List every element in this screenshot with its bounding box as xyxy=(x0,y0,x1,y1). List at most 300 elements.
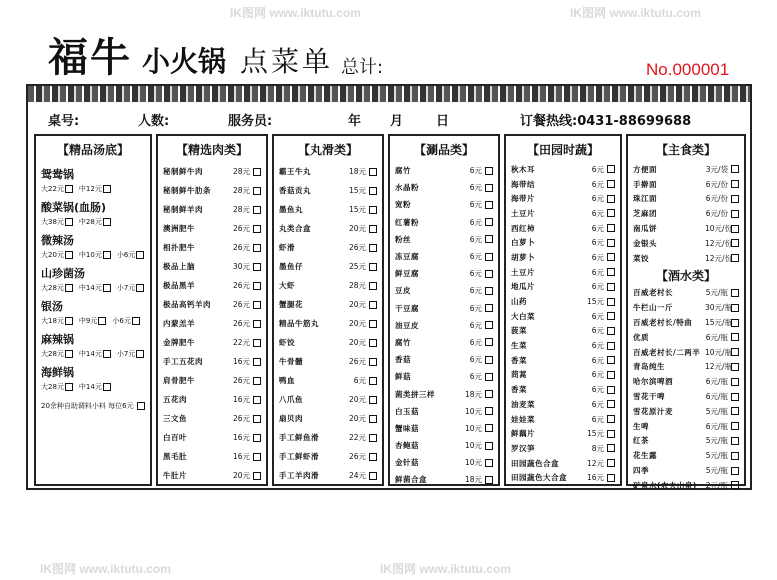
item-name: 珠江面 xyxy=(633,194,657,204)
item-checkbox[interactable] xyxy=(485,476,493,484)
item-checkbox[interactable] xyxy=(607,430,615,438)
item-checkbox[interactable] xyxy=(485,201,493,209)
menu-item xyxy=(395,282,493,299)
size-checkbox[interactable] xyxy=(65,251,73,259)
item-checkbox[interactable] xyxy=(485,338,493,346)
size-label: 中9元 xyxy=(78,317,98,325)
year-field[interactable]: 年 xyxy=(348,113,362,129)
item-checkbox[interactable] xyxy=(253,453,261,461)
item-price: 26元 xyxy=(232,319,250,328)
menu-item xyxy=(633,192,739,207)
item-checkbox[interactable] xyxy=(731,195,739,203)
item-checkbox[interactable] xyxy=(253,358,261,366)
menu-item xyxy=(279,428,377,447)
item-checkbox[interactable] xyxy=(731,165,739,173)
table-number-field[interactable]: 桌号: xyxy=(48,113,80,129)
menu-item xyxy=(395,385,493,402)
item-name: 粉丝 xyxy=(395,234,411,244)
item-checkbox[interactable] xyxy=(731,363,739,371)
item-name: 墨鱼仔 xyxy=(279,262,303,271)
item-price: 15元 xyxy=(586,297,604,307)
menu-item xyxy=(511,382,615,397)
size-checkbox[interactable] xyxy=(65,383,73,391)
item-price: 16元 xyxy=(232,433,250,442)
item-checkbox[interactable] xyxy=(485,167,493,175)
item-checkbox[interactable] xyxy=(369,377,377,385)
menu-item xyxy=(395,471,493,488)
item-price: 28元 xyxy=(232,205,250,214)
item-checkbox[interactable] xyxy=(253,225,261,233)
size-option xyxy=(117,250,144,260)
item-checkbox[interactable] xyxy=(731,481,739,489)
item-checkbox[interactable] xyxy=(485,218,493,226)
item-price: 8元 xyxy=(591,443,604,453)
menu-item xyxy=(511,470,615,485)
item-price: 6元/瓶 xyxy=(705,421,728,431)
item-checkbox[interactable] xyxy=(369,301,377,309)
item-checkbox[interactable] xyxy=(369,472,377,480)
menu-item xyxy=(511,191,615,206)
menu-item xyxy=(511,456,615,471)
item-checkbox[interactable] xyxy=(607,459,615,467)
item-price: 6元/份 xyxy=(705,209,728,219)
item-checkbox[interactable] xyxy=(607,371,615,379)
item-checkbox[interactable] xyxy=(731,378,739,386)
menu-item xyxy=(633,360,739,375)
item-checkbox[interactable] xyxy=(485,373,493,381)
item-price: 6元/瓶 xyxy=(705,377,728,387)
item-name: 菜饺 xyxy=(633,253,649,263)
item-name: 方便面 xyxy=(633,164,657,174)
item-checkbox[interactable] xyxy=(253,339,261,347)
size-checkbox[interactable] xyxy=(65,317,73,325)
item-checkbox[interactable] xyxy=(731,254,739,262)
menu-item xyxy=(395,403,493,420)
total-label: 总计: xyxy=(341,57,384,78)
item-name: 优质 xyxy=(633,332,649,342)
item-checkbox[interactable] xyxy=(369,396,377,404)
item-checkbox[interactable] xyxy=(369,358,377,366)
item-price: 6元 xyxy=(469,217,482,227)
item-name: 芝麻团 xyxy=(633,209,657,219)
item-checkbox[interactable] xyxy=(607,195,615,203)
item-price: 26元 xyxy=(232,281,250,290)
people-count-field[interactable]: 人数: xyxy=(138,113,170,129)
menu-item xyxy=(511,162,615,177)
item-checkbox[interactable] xyxy=(369,434,377,442)
menu-item xyxy=(511,412,615,427)
item-checkbox[interactable] xyxy=(369,282,377,290)
item-checkbox[interactable] xyxy=(607,253,615,261)
size-checkbox[interactable] xyxy=(65,218,73,226)
size-label: 中12元 xyxy=(78,185,102,193)
server-field[interactable]: 服务员: xyxy=(228,113,273,129)
menu-item xyxy=(395,248,493,265)
drinks-header-label: 酒水类 xyxy=(667,269,704,284)
item-checkbox[interactable] xyxy=(731,304,739,312)
item-checkbox[interactable] xyxy=(253,415,261,423)
item-checkbox[interactable] xyxy=(607,224,615,232)
menu-label: 点菜单 xyxy=(240,45,334,78)
menu-item xyxy=(633,389,739,404)
size-option xyxy=(41,250,73,260)
menu-item xyxy=(279,181,377,200)
item-checkbox[interactable] xyxy=(731,239,739,247)
size-option xyxy=(79,382,111,392)
item-name: 鲜藕片 xyxy=(511,429,535,439)
item-name: 香菜 xyxy=(511,385,527,395)
item-price: 15元/瓶 xyxy=(705,318,733,328)
size-checkbox[interactable] xyxy=(103,383,111,391)
item-checkbox[interactable] xyxy=(369,320,377,328)
item-name: 澳洲肥牛 xyxy=(163,224,195,233)
item-checkbox[interactable] xyxy=(731,289,739,297)
size-checkbox[interactable] xyxy=(103,284,111,292)
item-name: 鲜豆腐 xyxy=(395,269,419,279)
item-checkbox[interactable] xyxy=(731,393,739,401)
item-price: 6元 xyxy=(353,376,366,385)
item-name: 黑毛肚 xyxy=(163,452,187,461)
item-checkbox[interactable] xyxy=(607,312,615,320)
menu-item xyxy=(279,238,377,257)
size-option xyxy=(41,283,73,293)
item-price: 12元 xyxy=(586,458,604,468)
item-checkbox[interactable] xyxy=(607,268,615,276)
menu-item xyxy=(395,196,493,213)
item-checkbox[interactable] xyxy=(253,244,261,252)
item-price: 6元 xyxy=(591,223,604,233)
item-checkbox[interactable] xyxy=(607,180,615,188)
menu-item xyxy=(279,466,377,485)
menu-item xyxy=(633,162,739,177)
menu-item xyxy=(279,295,377,314)
item-name: 水晶粉 xyxy=(395,183,419,193)
menu-item xyxy=(511,338,615,353)
item-checkbox[interactable] xyxy=(485,442,493,450)
item-name: 百威老村长 xyxy=(633,288,673,298)
size-label: 中28元 xyxy=(78,218,102,226)
item-checkbox[interactable] xyxy=(731,225,739,233)
item-price: 26元 xyxy=(348,357,366,366)
item-checkbox[interactable] xyxy=(731,348,739,356)
item-checkbox[interactable] xyxy=(485,270,493,278)
size-option xyxy=(117,283,144,293)
menu-item xyxy=(163,409,261,428)
menu-item xyxy=(163,276,261,295)
item-checkbox[interactable] xyxy=(369,168,377,176)
item-name: 五花肉 xyxy=(163,395,187,404)
item-price: 16元 xyxy=(586,473,604,483)
item-checkbox[interactable] xyxy=(485,253,493,261)
size-checkbox[interactable] xyxy=(103,251,111,259)
menu-item xyxy=(511,309,615,324)
size-label: 大22元 xyxy=(41,185,64,193)
size-checkbox[interactable] xyxy=(136,350,144,358)
decorative-band xyxy=(28,86,750,102)
item-name: 香菇 xyxy=(395,355,411,365)
item-checkbox[interactable] xyxy=(607,239,615,247)
item-name: 大白菜 xyxy=(511,311,535,321)
item-checkbox[interactable] xyxy=(253,434,261,442)
item-checkbox[interactable] xyxy=(731,333,739,341)
item-price: 6元 xyxy=(591,179,604,189)
item-price: 6元 xyxy=(591,414,604,424)
item-checkbox[interactable] xyxy=(253,396,261,404)
item-price: 10元 xyxy=(464,458,482,468)
size-label: 小6元 xyxy=(112,317,131,325)
item-checkbox[interactable] xyxy=(607,356,615,364)
item-name: 杏鲍菇 xyxy=(395,441,419,451)
size-option xyxy=(41,184,73,194)
item-checkbox[interactable] xyxy=(485,407,493,415)
item-checkbox[interactable] xyxy=(253,282,261,290)
drinks-header: 【 酒水类 】 xyxy=(655,269,717,284)
menu-item xyxy=(395,334,493,351)
size-checkbox[interactable] xyxy=(103,350,111,358)
menu-item xyxy=(395,437,493,454)
item-price: 6元 xyxy=(591,341,604,351)
size-checkbox[interactable] xyxy=(65,185,73,193)
menu-item xyxy=(633,463,739,478)
size-checkbox[interactable] xyxy=(136,251,144,259)
item-checkbox[interactable] xyxy=(731,452,739,460)
item-price: 20元 xyxy=(348,338,366,347)
hotline: 订餐热线:0431-88699688 xyxy=(520,113,692,129)
menu-item xyxy=(163,219,261,238)
item-checkbox[interactable] xyxy=(485,321,493,329)
item-checkbox[interactable] xyxy=(731,467,739,475)
size-checkbox[interactable] xyxy=(65,350,73,358)
item-price: 6元 xyxy=(469,355,482,365)
menu-item xyxy=(163,200,261,219)
size-label: 小6元 xyxy=(116,251,136,259)
item-checkbox[interactable] xyxy=(607,327,615,335)
menu-item xyxy=(633,315,739,330)
item-price: 6元 xyxy=(591,311,604,321)
item-price: 22元 xyxy=(348,433,366,442)
item-name: 牛栏山一斤 xyxy=(633,303,673,313)
item-checkbox[interactable] xyxy=(253,187,261,195)
brand-name: 福牛 xyxy=(48,34,132,81)
menu-item xyxy=(633,286,739,301)
item-price: 12元/份 xyxy=(705,253,733,263)
item-price: 6元/份 xyxy=(705,179,728,189)
size-label: 大38元 xyxy=(41,218,64,226)
item-name: 大虾 xyxy=(279,281,295,290)
item-checkbox[interactable] xyxy=(253,301,261,309)
item-name: 金牌肥牛 xyxy=(163,338,195,347)
item-name: 三文鱼 xyxy=(163,414,187,423)
item-checkbox[interactable] xyxy=(731,437,739,445)
item-checkbox[interactable] xyxy=(607,386,615,394)
size-checkbox[interactable] xyxy=(103,185,111,193)
soup-name: 酸菜锅(血肠) xyxy=(41,201,107,214)
item-name: 墨鱼丸 xyxy=(279,205,303,214)
menu-item xyxy=(395,179,493,196)
watermark: IK图网 www.iktutu.com xyxy=(40,562,171,576)
menu-item xyxy=(511,368,615,383)
item-price: 12元/份 xyxy=(705,238,733,248)
month-field[interactable]: 月 xyxy=(390,113,404,129)
size-label: 大28元 xyxy=(41,383,64,391)
item-price: 5元/瓶 xyxy=(705,466,728,476)
menu-item xyxy=(395,368,493,385)
item-name: 油麦菜 xyxy=(511,399,535,409)
item-checkbox[interactable] xyxy=(485,287,493,295)
seasoning-note-row xyxy=(41,401,145,411)
order-number: No.000001 xyxy=(646,60,730,79)
item-checkbox[interactable] xyxy=(607,209,615,217)
menu-item xyxy=(511,265,615,280)
item-checkbox[interactable] xyxy=(253,472,261,480)
item-checkbox[interactable] xyxy=(253,263,261,271)
size-option xyxy=(79,217,111,227)
item-checkbox[interactable] xyxy=(607,474,615,482)
item-checkbox[interactable] xyxy=(731,319,739,327)
item-name: 冻豆腐 xyxy=(395,252,419,262)
balls-header: 【 丸滑类 】 xyxy=(274,136,382,162)
item-name: 菌类拼三样 xyxy=(395,389,435,399)
item-checkbox[interactable] xyxy=(369,263,377,271)
item-price: 28元 xyxy=(232,167,250,176)
item-checkbox[interactable] xyxy=(485,356,493,364)
item-checkbox[interactable] xyxy=(607,444,615,452)
item-name: 手工五花肉 xyxy=(163,357,203,366)
soup-sizes xyxy=(41,282,145,294)
menu-item xyxy=(511,177,615,192)
item-checkbox[interactable] xyxy=(485,390,493,398)
menu-item xyxy=(395,265,493,282)
item-checkbox[interactable] xyxy=(253,168,261,176)
day-field[interactable]: 日 xyxy=(436,113,450,129)
size-checkbox[interactable] xyxy=(65,284,73,292)
item-name: 南瓜饼 xyxy=(633,224,657,234)
item-checkbox[interactable] xyxy=(369,187,377,195)
item-checkbox[interactable] xyxy=(485,304,493,312)
item-name: 秘制鲜牛肉 xyxy=(163,167,203,176)
item-checkbox[interactable] xyxy=(485,459,493,467)
item-name: 矿泉水(农夫山泉) xyxy=(633,480,697,490)
item-checkbox[interactable] xyxy=(607,415,615,423)
item-name: 手工鲜虾滑 xyxy=(279,452,319,461)
item-name: 丸类合盒 xyxy=(279,224,311,233)
menu-item xyxy=(395,300,493,317)
item-price: 26元 xyxy=(232,414,250,423)
item-checkbox[interactable] xyxy=(485,235,493,243)
item-name: 海带结 xyxy=(511,179,535,189)
item-price: 30元/瓶 xyxy=(705,303,733,313)
menu-item xyxy=(279,352,377,371)
item-name: 手工鲜鱼滑 xyxy=(279,433,319,442)
menu-item xyxy=(279,314,377,333)
soup-name: 麻辣锅 xyxy=(41,333,74,346)
soup-item xyxy=(41,265,145,294)
item-checkbox[interactable] xyxy=(607,400,615,408)
item-checkbox[interactable] xyxy=(607,283,615,291)
menu-item xyxy=(163,181,261,200)
size-label: 中14元 xyxy=(78,350,102,358)
soup-item xyxy=(41,298,145,327)
item-name: 雪花原汁麦 xyxy=(633,406,673,416)
meat-column xyxy=(156,134,268,486)
menu-item xyxy=(511,294,615,309)
item-name: 香菇贡丸 xyxy=(279,186,311,195)
item-checkbox[interactable] xyxy=(731,180,739,188)
item-price: 6元 xyxy=(469,234,482,244)
item-checkbox[interactable] xyxy=(485,184,493,192)
item-checkbox[interactable] xyxy=(253,320,261,328)
item-checkbox[interactable] xyxy=(369,339,377,347)
soup-item xyxy=(41,166,145,195)
size-label: 大18元 xyxy=(41,317,64,325)
item-price: 26元 xyxy=(348,452,366,461)
seasoning-checkbox[interactable] xyxy=(137,402,145,410)
item-price: 12元/瓶 xyxy=(705,362,733,372)
item-name: 牛骨髓 xyxy=(279,357,303,366)
item-price: 20元 xyxy=(348,224,366,233)
item-checkbox[interactable] xyxy=(607,342,615,350)
item-name: 生菜 xyxy=(511,341,527,351)
item-checkbox[interactable] xyxy=(369,415,377,423)
menu-item xyxy=(163,390,261,409)
item-price: 16元 xyxy=(232,452,250,461)
item-name: 胡萝卜 xyxy=(511,252,535,262)
item-price: 6元 xyxy=(469,372,482,382)
item-price: 6元/份 xyxy=(705,194,728,204)
item-price: 15元 xyxy=(348,186,366,195)
item-name: 白萝卜 xyxy=(511,238,535,248)
item-checkbox[interactable] xyxy=(369,206,377,214)
item-price: 26元 xyxy=(232,243,250,252)
menu-item xyxy=(633,300,739,315)
item-checkbox[interactable] xyxy=(731,422,739,430)
menu-item xyxy=(511,280,615,295)
item-checkbox[interactable] xyxy=(731,407,739,415)
item-name: 鲜菇 xyxy=(395,372,411,382)
item-name: 青岛纯生 xyxy=(633,362,665,372)
item-price: 6元 xyxy=(469,166,482,176)
item-checkbox[interactable] xyxy=(369,244,377,252)
item-checkbox[interactable] xyxy=(369,225,377,233)
size-label: 大20元 xyxy=(41,251,64,259)
size-checkbox[interactable] xyxy=(98,317,106,325)
item-checkbox[interactable] xyxy=(607,298,615,306)
watermark: IK图网 www.iktutu.com xyxy=(230,6,361,20)
item-checkbox[interactable] xyxy=(485,424,493,432)
item-price: 18元 xyxy=(348,167,366,176)
item-checkbox[interactable] xyxy=(253,206,261,214)
size-checkbox[interactable] xyxy=(132,317,140,325)
size-option xyxy=(41,382,73,392)
size-checkbox[interactable] xyxy=(103,218,111,226)
item-name: 秘制鲜羊肉 xyxy=(163,205,203,214)
item-price: 6元 xyxy=(591,385,604,395)
veg-column xyxy=(504,134,622,486)
item-price: 15元 xyxy=(586,429,604,439)
item-checkbox[interactable] xyxy=(369,453,377,461)
item-name: 百威老村长/二两半 xyxy=(633,347,701,357)
size-option xyxy=(79,349,111,359)
item-checkbox[interactable] xyxy=(731,210,739,218)
menu-item xyxy=(511,353,615,368)
item-name: 豆皮 xyxy=(395,286,411,296)
item-checkbox[interactable] xyxy=(607,165,615,173)
size-checkbox[interactable] xyxy=(136,284,144,292)
item-price: 26元 xyxy=(232,376,250,385)
item-price: 6元 xyxy=(469,200,482,210)
item-checkbox[interactable] xyxy=(253,377,261,385)
item-name: 精品牛筋丸 xyxy=(279,319,319,328)
